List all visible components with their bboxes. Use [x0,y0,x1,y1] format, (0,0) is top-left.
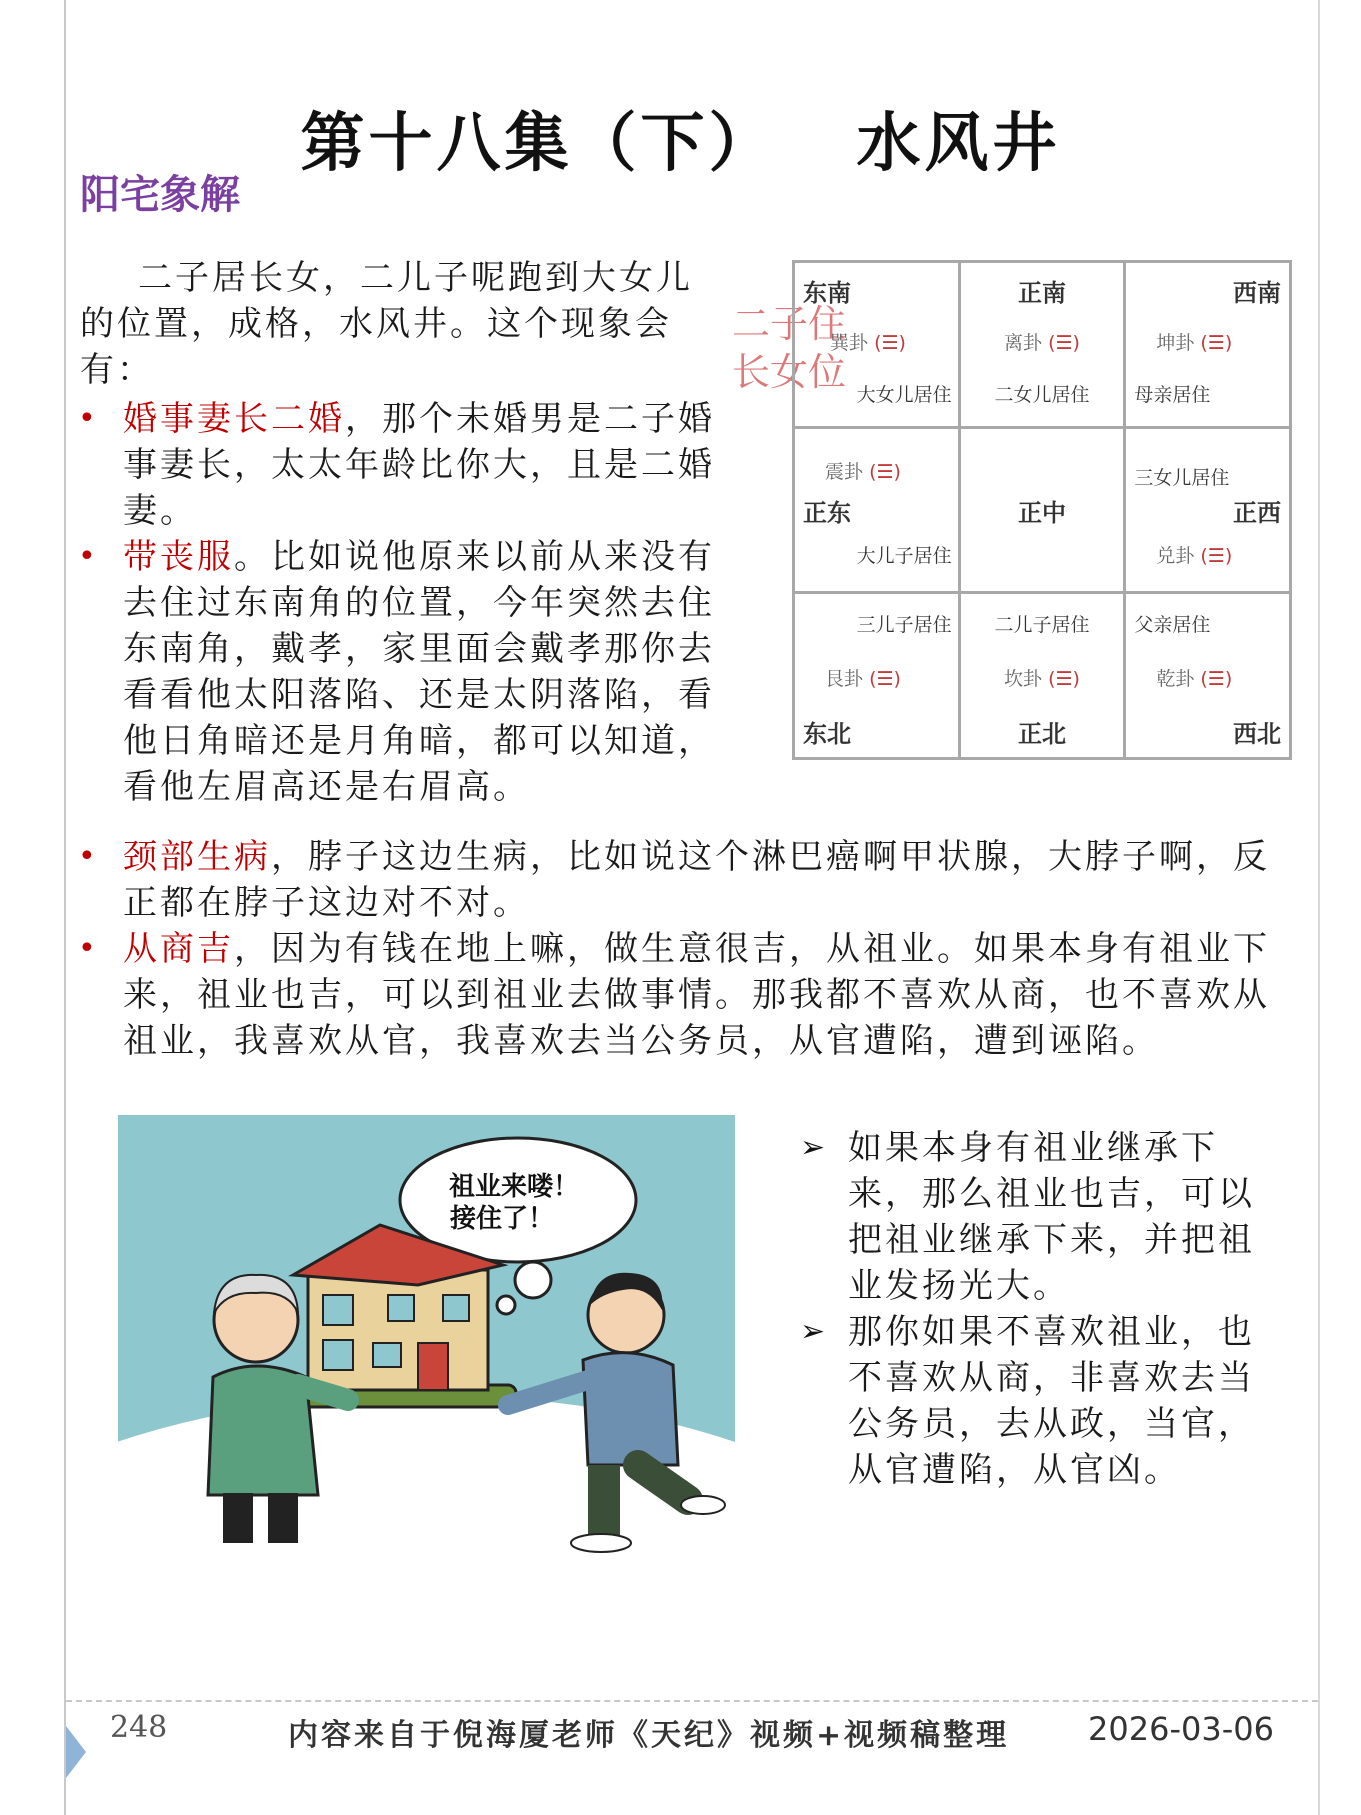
footer-divider [66,1700,1318,1702]
direction-label: 正中 [1017,498,1066,527]
page-left-border [64,0,66,1815]
slide-triangle-icon [66,1726,86,1778]
arrow-item-text: 那你如果不喜欢祖业，也不喜欢从商，非喜欢去当公务员，去从政，当官，从官遭陷，从官凶。 [848,1312,1255,1490]
bubble-text-line1: 祖业来喽！ [448,1172,580,1202]
gua-label: 离卦 (☰) [1004,332,1080,354]
bullet-text: ，脖子这边生病，比如说这个淋巴癌啊甲状腺，大脖子啊，反正都在脖子这边对不对。 [123,837,1270,923]
resident-label: 三儿子居住 [856,614,952,637]
direction-label: 正西 [1233,498,1281,527]
bullet-list-bottom [78,834,1293,1064]
inheritance-illustration [118,1115,735,1558]
grid-cell-ne [794,593,960,759]
footer-credit: 内容来自于倪海厦老师《天纪》视频+视频稿整理 [288,1718,1010,1753]
annotation-line: 二子住 [732,302,847,346]
section-heading: 阳宅象解 [80,171,240,218]
bubble-text-line2: 接住了！ [449,1204,555,1234]
grid-cell-se [794,262,960,428]
arrow-bullet-icon: ➢ [800,1130,829,1165]
list-item [78,926,1293,1064]
title-hexagram: 水风井 [856,106,1061,181]
resident-label: 二女儿居住 [994,384,1090,406]
page-number: 248 [110,1710,168,1745]
grid-cell-center [959,427,1125,593]
list-item [800,1125,1260,1309]
direction-label: 正南 [1017,279,1066,307]
direction-label: 西北 [1233,720,1281,749]
bullet-dot-icon: • [78,539,99,574]
bullet-dot-icon: • [78,401,99,436]
bullet-text: 。比如说他原来以前从来没有去住过东南角的位置，今年突然去住东南角，戴孝，家里面会戴孝那你去看看他太阳落陷、还是太阴落陷，看他日角暗还是月角暗，都可以知道，看他左眉高还是右眉高。 [123,537,715,807]
grid-cell-w [1125,427,1291,593]
bagua-grid [792,260,1292,760]
direction-label: 正北 [1017,720,1066,749]
gua-label: 乾卦 (☰) [1156,668,1233,691]
grid-cell-nw [1125,593,1291,759]
arrow-bullet-icon: ➢ [800,1314,829,1349]
gua-label: 艮卦 (☰) [825,668,901,691]
bullet-keyword: 从商吉 [123,929,234,969]
gua-label: 震卦 (☰) [825,460,901,483]
resident-label: 父亲居住 [1134,614,1211,637]
direction-label: 东南 [803,279,851,307]
footer-date: 2026-03-06 [1088,1710,1274,1748]
gua-label: 兑卦 (☰) [1156,544,1233,567]
page-right-border [1318,0,1320,1815]
resident-label: 大儿子居住 [856,544,952,567]
list-item [78,396,728,534]
bullet-keyword: 颈部生病 [123,837,271,877]
gua-label: 坤卦 (☰) [1156,332,1233,354]
list-item [78,834,1293,926]
list-item [800,1309,1260,1493]
grid-cell-sw [1125,262,1291,428]
resident-label: 三女儿居住 [1134,466,1230,489]
arrow-item-text: 如果本身有祖业继承下来，那么祖业也吉，可以把祖业继承下来，并把祖业发扬光大。 [848,1128,1255,1306]
resident-label: 母亲居住 [1134,384,1211,406]
bullet-dot-icon: • [78,931,99,966]
grid-cell-n [959,593,1125,759]
title-episode: 第十八集（下） [300,106,777,181]
bullet-text: ，因为有钱在地上嘛，做生意很吉，从祖业。如果本身有祖业下来，祖业也吉，可以到祖业去做事情。那我都不喜欢从商，也不喜欢从祖业，我喜欢从官，我喜欢去当公务员，从官遭陷，遭到诬陷。 [123,929,1270,1061]
bullet-list-top [78,396,728,810]
gua-label: 坎卦 (☰) [1004,668,1080,691]
arrow-list [800,1125,1260,1493]
gua-label: 巽卦 (☰) [830,332,906,354]
direction-label: 东北 [803,720,851,749]
grid-cell-s [959,262,1125,428]
bullet-keyword: 带丧服 [123,537,234,577]
intro-paragraph: 二子居长女，二儿子呢跑到大女儿的位置，成格，水风井。这个现象会有： [80,258,693,390]
annotation-line: 长女位 [732,350,847,394]
resident-label: 大女儿居住 [856,384,952,406]
direction-label: 正东 [803,498,851,527]
bullet-keyword: 婚事妻长二婚 [123,399,345,439]
bullet-dot-icon: • [78,839,99,874]
bullet-text: ，那个未婚男是二子婚事妻长，太太年龄比你大，且是二婚妻。 [123,399,715,531]
grid-cell-e [794,427,960,593]
direction-label: 西南 [1233,279,1281,307]
list-item [78,534,728,810]
resident-label: 二儿子居住 [994,614,1090,637]
